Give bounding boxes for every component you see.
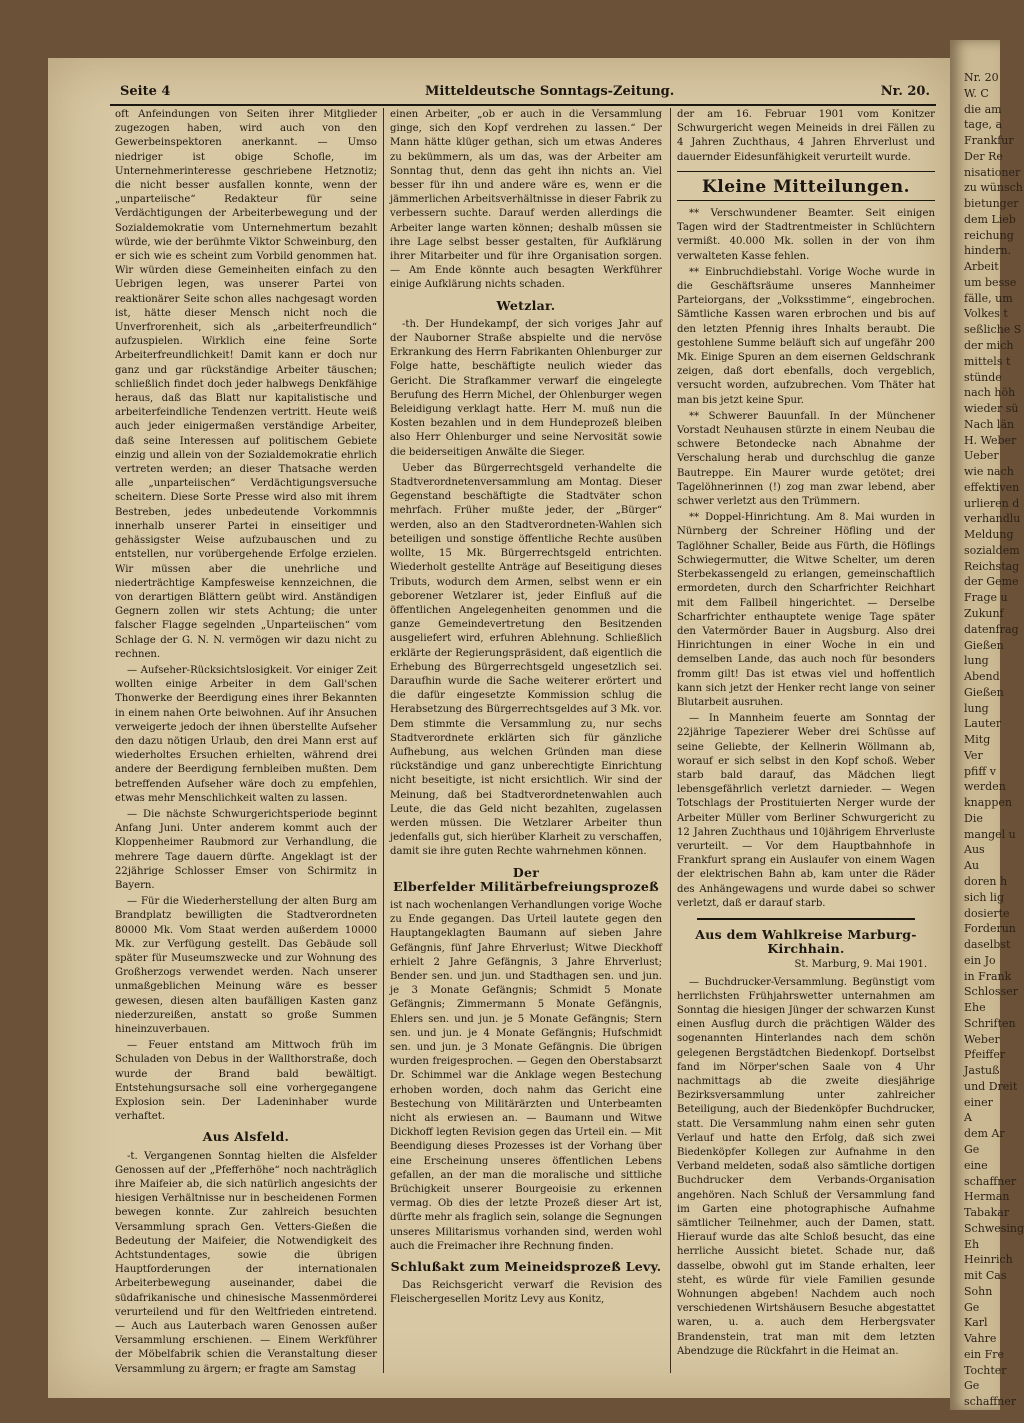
column-1 [115,108,377,1373]
facing-page-fragment: doren h [964,875,1008,888]
facing-page-fragment: mit Cas [964,1269,1007,1283]
article-paragraph: ist nach wochenlangen Verhandlungen vorige Woche zu Ende gegangen. Das Urteil lautete gegen den Hauptangeklagten Baumann auf sieben Jahre Gefängnis, fünf Jahre Ehrverlust; Witwe Dieckhoff erhielt 2 Jahre Gefängnis, 3 Jahre Ehrverlust; Bender sen. und jun. und Stadthagen sen. und jun. je 3 Monate Gefängnis; Schmidt 5 Monate Gefängnis; Zimmermann 5 Monate Gefängnis, Ehlers sen. und jun. je 5 Monate Gefängnis; Stern sen. und jun. je 4 Monate Gefängnis; Hufschmidt sen. und jun. je 3 Monate Gefängnis. Die übrigen wurden freigesprochen. — Gegen den Oberstabsarzt Dr. Schimmel war die Anklage wegen Bestechung erhoben worden, doch nahm das Gericht eine Bestechung von Militärärzten und Unterbeamten nicht als erwiesen an. — Baumann und Witwe Dickhoff legten Revision gegen das Urteil ein. — Mit Beendigung dieses Prozesses ist der Vorhang über eine Erscheinung unseres öffentlichen Lebens gefallen, an der man die moralische und sittliche Brüchigkeit unserer Bourgeoisie zu erkennen vermag. Ob dies der letzte Prozeß dieser Art ist, dürfte mehr als fraglich sein, solange die Segnungen unseres Militarismus vorhanden sind, werden wohl auch die Freimacher ihre Rechnung finden. [390,899,662,1252]
facing-page-fragment: sozialdem [964,543,1020,557]
facing-page-fragment: Karl [964,1316,988,1330]
facing-page-fragment: nisationer [964,165,1021,179]
facing-page-fragment: Frage u [964,591,1008,605]
facing-page-fragment: Aus [964,843,985,857]
news-item: ** Doppel-Hinrichtung. Am 8. Mai wurden in Nürnberg der Schreiner Höfling und der Taglöhner Schaller, Beide aus Fürth, die Höflings Schwiegermutter, die Witwe Schelter, um deren Sterbekassengeld zu erlangen, gemeinschaftlich ermordeten, durch den Scharfrichter Reichhart mit dem Fallbeil hingerichtet. — Derselbe Scharfrichter enthauptete wenige Tage später den Vatermörder Bauer in Augsburg. Also drei Hinrichtungen in einer Woche in ein und demselben Lande, das auch noch für besonders fromm gilt! Das ist etwas viel und hoffentlich kann sich jetzt der Henker recht lange von seiner Blutarbeit ausruhen. [677,512,935,708]
article-paragraph: der am 16. Februar 1901 vom Konitzer Schwurgericht wegen Meineids in drei Fällen zu 4 Jahren Zuchthaus, 4 Jahren Ehrverlust und dauernder Eidesunfähigkeit verurteilt wurde. [677,109,935,163]
section-heading-levy: Schlußakt zum Meineidsprozeß Levy. [390,1259,662,1275]
page-number: Seite 4 [120,84,171,99]
facing-page-fragment: seßliche S [964,323,1022,337]
facing-page-fragment: A [964,1111,972,1125]
facing-page-fragment: Heinrich [964,1253,1013,1267]
facing-page-fragment: reichung [964,228,1014,242]
facing-page-fragment: Sohn [964,1284,993,1298]
facing-page-fragment: und Dreit [964,1079,1018,1093]
facing-page-fragment: fälle, um [964,291,1013,305]
facing-page-fragment: Nr. 20 [964,71,999,84]
section-rule [677,200,935,201]
facing-page-fragment: daselbst [964,938,1011,952]
facing-page-fragment: Jastuß [964,1064,1000,1078]
facing-page-fragment: der Geme [964,575,1019,589]
facing-page-fragment: dem Ar [964,1127,1005,1141]
facing-page-fragment: Ge [964,1300,980,1314]
facing-page-fragment: Zukunf [964,607,1004,620]
facing-page-fragment: um besse [964,275,1017,289]
dateline: St. Marburg, 9. Mai 1901. [794,959,927,971]
section-heading-alsfeld: Aus Alsfeld. [202,1129,290,1145]
facing-page-fragment: Tochter [964,1363,1007,1377]
column-3 [677,108,935,1373]
newspaper-title: Mitteldeutsche Sonntags-Zeitung. [425,84,675,99]
facing-page-fragment: zu wünsch [964,181,1023,195]
article-paragraph: oft Anfeindungen von Seiten ihrer Mitglieder zugezogen haben, wird auch von den Gewerbeinspektoren anerkannt. — Umso niedriger ist obige Schofle, im Unternehmerinteresse geschriebene Hetznotiz; die nicht besser ausfallen konnte, wenn der „unparteiische“ Redakteur für seine Verdächtigungen der Arbeiterbewegung und der Sozialdemokratie vom Unternehmertum bezahlt würde, wie der berühmte Viktor Schweinburg, den er sich wie es scheint zum Vorbild genommen hat. Wir würden diese Gemeinheiten einfach zu den Uebrigen legen, was unserer Partei von reaktionärer Seite schon alles nachgesagt worden ist, hätte dieser Mensch nicht noch die Unverfrorenheit, sich als „arbeiterfreundlich“ aufzuspielen. Wirklich eine feine Sorte Arbeiterfreundlichkeit! Damit kann er doch nur ganz und gar rückständige Arbeiter täuschen; schließlich findet doch jeder halbwegs Denkfähige heraus, daß das Blatt nur kapitalistische und arbeiterfeindliche Tendenzen vertritt. Heute weiß auch jeder einigermaßen verständige Arbeiter, daß seine Interessen auf politischem Gebiete einzig und allein von der Sozialdemokratie ehrlich vertreten werden; an dieser Thatsache werden alle „unparteiischen“ Verdächtigungsversuche scheitern. Diese Sorte Presse wird also mit ihrem Bestreben, jedes unbedeutende Vorkommnis innerhalb unserer Partei in einseitiger und gehässigster Weise aufzubauschen und zu entstellen, nur vorübergehende Erfolge erzielen. Wir müssen aber die unehrliche und niederträchtige Kampfesweise kennzeichnen, die von derartigen Blättern geübt wird. Anständigen Gegnern zollen wir stets Achtung; die unter falscher Flagge segelnden „Unparteiischen“ vom Schlage der G. N. N. vermögen wir dazu nicht zu rechnen. [115,109,377,660]
facing-page-fragment: Meldung [964,528,1014,542]
facing-page-fragment: tage, a [964,118,1003,132]
facing-page-fragment: werden [964,780,1006,794]
article-paragraph: Ueber das Bürgerrechtsgeld verhandelte die Stadtverordnetenversammlung am Montag. Dieser Gegenstand beschäftigte die Stadtväter schon mehrfach. Früher mußte jeder, der „Bürger“ werden, also an den Stadtverordneten-Wahlen sich beteiligen und sonstige öffentliche Rechte ausüben wollte, 15 Mk. Bürgerrechtsgeld entrichten. Wiederholt gestellte Anträge auf Beseitigung dieses Tributs, wodurch dem Armen, selbst wenn er ein geborener Wetzlarer ist, jeder Einfluß auf die öffentlichen Angelegenheiten genommen und die ganze Gemeindevertretung den Besitzenden ausgeliefert wird, erfuhren Ablehnung. Schließlich erklärte der Regierungspräsident, daß eigentlich die Erhebung des Bürgerrechtsgeld ungesetzlich sei. Daraufhin wurde die Sache weiterer erörtert und die dafür eingesetzte Kommission schlug die Herabsetzung des Bürgerrechtsgeldes auf 3 Mk. vor. Dem stimmte die Versammlung zu, nur sechs Stadtverordnete erklärten sich für gänzliche Aufhebung, aus welchen Gründen man diese rückständige und ganz unberechtigte Einrichtung nicht beseitigte, ist nicht ersichtlich. Wir sind der Meinung, daß bei Stadtverordnetenwahlen auch Leute, die das Geld nicht bezahlten, zugelassen werden müssen. Die Wetzlarer Arbeiter thun jedenfalls gut, sich hierüber Klarheit zu verschaffen, damit sie ihre guten Rechte wahrnehmen können. [390,462,662,858]
facing-page-fragment: Nach län [964,417,1015,431]
section-heading-kleine-mitteilungen: Kleine Mitteilungen. [701,176,910,197]
news-item: — In Mannheim feuerte am Sonntag der 22jährige Tapezierer Weber drei Schüsse auf seine Geliebte, der Kellnerin Wöllmann ab, worauf er sich selbst in den Kopf schoß. Weber starb bald darauf, das Mädchen liegt lebensgefährlich verletzt darnieder. — Wegen Totschlags der Prostituierten Nerger wurde der Arbeiter Müller vom Berliner Schwurgericht zu 12 Jahren Zuchthaus und 10jährigem Ehrverluste verurteilt. — Vor dem Hauptbahnhofe in Frankfurt sprang ein Auslaufer von einem Wagen der elektrischen Bahn ab, kam unter die Räder des Anhängewagens und wurde dabei so schwer verletzt, daß er darauf starb. [677,713,935,909]
section-heading-wetzlar: Wetzlar. [496,297,556,313]
facing-page-fragment: schaffner [964,1395,1017,1409]
facing-page-fragment: Gießen [964,638,1004,652]
facing-page-fragment: Herman [964,1190,1010,1204]
facing-page-fragment: wie nach [964,465,1014,479]
article-paragraph: — Die nächste Schwurgerichtsperiode beginnt Anfang Juni. Unter anderem kommt auch der Kloppenheimer Raubmord zur Verhandlung, die mehrere Tage dauern dürfte. Angeklagt ist der 22jährige Schlosser Emser von Schirmitz in Bayern. [115,808,377,891]
section-heading-elberfeld: Elberfelder Militärbefreiungsprozeß [393,878,659,894]
article-paragraph: einen Arbeiter, „ob er auch in die Versammlung ginge, sich den Kopf verdrehen zu lassen.“ Der Mann hätte klüger gethan, sich um etwas Anderes zu bekümmern, als um das, was der Arbeiter am Sonntag thut, denn das geht ihn nichts an. Viel besser für ihn und andere wäre es, wenn er die jämmerlichen Arbeitsverhältnisse in dieser Fabrik zu verbessern suchte. Darauf werden allerdings die Arbeiter lange warten können; deshalb müssen sie ihre Lage selbst besser gestalten, für Aufklärung ihrer Mitarbeiter und für ihre Organisation sorgen. — Am Ende könnte auch besagten Werkführer einige Aufklärung nichts schaden. [390,109,662,291]
facing-page-fragment: ein Fre [964,1347,1005,1361]
news-item: ** Verschwundener Beamter. Seit einigen Tagen wird der Stadtrentmeister in Schlüchtern vermißt. 40.000 Mk. sollen in der von ihm verwalteten Kasse fehlen. [677,208,935,262]
facing-page-fragment: Schwesing [964,1221,1024,1235]
facing-page-fragment: Frankfur [964,134,1014,148]
facing-page-fragment: Arbeit [964,260,999,274]
facing-page-fragment: Forderun [964,922,1016,936]
facing-page-fragment: Lauter [964,717,1002,731]
section-rule [677,171,935,172]
facing-page-fragment: knappen [964,796,1012,810]
facing-page-fragment: Ehe [964,1001,986,1015]
facing-page-fragment: Ueber [964,449,999,463]
facing-page-fragment: wieder sü [964,402,1019,416]
article-paragraph: — Für die Wiederherstellung der alten Burg am Brandplatz bewilligten die Stadtverordneten 80000 Mk. Vom Staat werden außerdem 10000 Mk. zur Verfügung gestellt. Das Gebäude soll später für Museumszwecke und zur Wohnung des Großherzogs verwendet werden. Nach unserer unmaßgeblichen Meinung wäre es besser gewesen, diesen alten baufälligen Kasten ganz niederzureißen, anstatt so große Summen hineinzuverbauen. [115,896,377,1035]
facing-page-fragment: nach höh [964,386,1016,400]
facing-page-fragment: die am [964,102,1002,116]
facing-page-fragment: verhandlu [964,512,1021,526]
section-heading-marburg: Aus dem Wahlkreise Marburg- [695,926,917,942]
facing-page-fragment: der mich [964,339,1014,352]
facing-page-fragment: Au [964,859,980,873]
facing-page-fragment: Gießen [964,685,1004,699]
facing-page-fragment: datenfrag [964,622,1019,636]
facing-page-fragment: stünde [964,370,1002,384]
news-item: ** Schwerer Bauunfall. In der Münchener Vorstadt Neuhausen stürzte in einem Neubau die schwere Betondecke nach Abnahme der Verschalung herab und durchschlug die ganze Bautreppe. Ein Maurer wurde getötet; drei Tagelöhnerinnen (!) zog man zwar lebend, aber schwer verletzt aus den Trümmern. [677,410,935,508]
facing-page-fragment: einer [964,1095,993,1109]
article-paragraph: — Buchdrucker-Versammlung. Begünstigt vom herrlichsten Frühjahrswetter unternahmen am Sonntag die hiesigen Jünger der schwarzen Kunst einen Ausflug durch die prächtigen Wälder des sogenannten Hinterlandes nach dem schön gelegenen Bergstädtchen Biedenkopf. Dortselbst fand im Nörper'schen Saale von 4 Uhr nachmittags ab die zweite diesjährige Bezirksversammlung unter zahlreicher Beteiligung, auch der Biedenköpfer Buchdrucker, statt. Die Versammlung nahm einen sehr guten Verlauf und hatte den Erfolg, daß sich zwei Biedenköpfer Kollegen zur Aufnahme in den Verband meldeten, sodaß also sämtliche dortigen Buchdrucker dem Verbands-Organisation angehören. Nach Schluß der Versammlung fand im Garten eine photographische Aufnahme sämtlicher Teilnehmer, auch der Damen, statt. Hierauf wurde das alte Schloß besucht, das eine herrliche Aussicht bietet. Schade nur, daß dasselbe, obwohl gut im Stande erhalten, leer steht, es würde für viele Familien gesunde Wohnungen abgeben! Nachdem auch noch verschiedenen Wirtshäusern Besuche abgestattet waren, u. a. auch dem Herbergsvater Brandenstein, trat man mit dem letzten Abendzuge die Rückfahrt in die Heimat an. [677,976,935,1357]
facing-page-fragment: Mitg [964,733,991,747]
facing-page-fragment: ein Jo [964,953,996,967]
column-divider [383,108,384,1373]
facing-page-fragment: bietunger [964,197,1019,211]
facing-page-fragment: mittels t [964,354,1011,368]
facing-page-fragment: Ge [964,1379,980,1393]
facing-page-fragment: urlieren d [964,496,1020,510]
facing-page-fragment: lung [964,654,989,668]
facing-page-fragment: Der Re [964,149,1003,163]
header-rule [110,104,936,106]
facing-page-edge [950,40,1024,1410]
facing-page-fragment: Schriften [964,1016,1016,1030]
column-divider [670,108,671,1373]
facing-page-fragment: Pfeiffer [964,1048,1006,1062]
page-header [120,84,930,104]
facing-page-fragment: Reichstag [964,559,1020,573]
facing-page-fragment: Schlosser [964,985,1018,999]
facing-page-fragment: Tabakar [964,1206,1010,1220]
facing-page-fragment: Eh [964,1237,980,1251]
facing-page-fragment: Ver [964,748,983,762]
facing-page-fragment: H. Weber [964,433,1017,447]
facing-page-fragment: pfiff v [964,764,996,778]
section-heading-elberfeld-pre: Der [512,864,540,880]
article-paragraph: — Aufseher-Rücksichtslosigkeit. Vor einiger Zeit wollten einige Arbeiter in dem Gall'schen Thonwerke der Beerdigung eines ihrer Bekannten in einem nahen Orte beiwohnen. Auf ihr Ansuchen verweigerte jedoch der ihnen überstellte Aufseher den dazu nötigen Urlaub, den drei Mann erst auf wiederholtes Ersuchen erhielten, während drei andere der Beerdigung fernbleiben mußten. Dem betreffenden Aufseher wäre doch zu empfehlen, etwas mehr Menschlichkeit walten zu lassen. [115,664,377,804]
facing-page-fragment: sich lig [964,890,1004,904]
facing-page-fragment: Die [964,811,983,825]
news-item: ** Einbruchdiebstahl. Vorige Woche wurde in die Geschäftsräume unseres Mannheimer Parteiorgans, der „Volksstimme“, eingebrochen. Sämtliche Kassen waren erbrochen und bis auf den letzten Pfennig ihres Inhalts beraubt. Die gestohlene Summe beläuft sich auf ungefähr 200 Mk. Einige Spuren an dem eisernen Geldschrank zeigen, daß dort ebenfalls, doch vergeblich, versucht worden, aufzubrechen. Vom Thäter hat man bis jetzt keine Spur. [677,266,935,406]
article-paragraph: — Feuer entstand am Mittwoch früh im Schuladen von Debus in der Wallthorstraße, doch wurde der Brand bald bewältigt. Entstehungsursache soll eine vorhergegangene Explosion sein. Der Ladeninhaber wurde verhaftet. [115,1040,377,1123]
facing-page-fragment: in Frank [964,969,1012,983]
column-2 [390,108,662,1373]
section-heading-marburg-2: Kirchhain. [767,941,845,957]
facing-page-fragment: effektiven [964,480,1020,494]
article-paragraph: -t. Vergangenen Sonntag hielten die Alsfelder Genossen auf der „Pfefferhöhe“ noch nachträglich ihre Maifeier ab, die sich natürlich angesichts der hiesigen Verhältnisse nur in bescheidenen Formen bewegen konnte. Zur zahlreich besuchten Versammlung sprach Gen. Vetters-Gießen die Bedeutung der Maifeier, die Notwendigkeit des Achtstundentages, sowie die übrigen Hauptforderungen der internationalen Arbeiterbewegung auseinander, dabei die südafrikanische und chinesische Massenmörderei verurteilend und für den Weltfrieden eintretend. — Auch aus Lauterbach waren Genossen außer Versammlung erschienen. — Einem Werkführer der Möbelfabrik schien die Veranstaltung dieser Versammlung zu ärgern; er fragte am Samstag [115,1150,377,1375]
article-paragraph: Das Reichsgericht verwarf die Revision des Fleischergesellen Moritz Levy aus Konitz, [390,1280,662,1306]
facing-page-fragment: dosierte [964,906,1010,920]
facing-page-fragment: W. C [964,86,989,100]
article-paragraph: -th. Der Hundekampf, der sich voriges Jahr auf der Nauborner Straße abspielte und die nervöse Erkrankung des Herrn Fabrikanten Ohlenburger zur Folge hatte, beschäftigte neulich wieder das Gericht. Die Strafkammer verwarf die eingelegte Berufung des Herrn Michel, der Ohlenburger wegen Beleidigung verklagt hatte. Herr M. muß nun die Kosten bezahlen und in dem Hundeprozeß bleiben also Herr Ohlenburger und seine Nervosität sowie die beiderseitigen Anwälte die Sieger. [390,318,662,458]
issue-number: Nr. 20. [880,84,930,99]
facing-page-fragment: mangel u [964,827,1016,841]
facing-page-fragment: dem Lieb [964,212,1016,226]
facing-page-fragment: Weber [964,1032,1000,1046]
facing-page-fragment: hindern. [964,244,1012,258]
facing-page-fragment: Volkes t [964,307,1008,321]
facing-page-fragment: schaffner [964,1174,1017,1188]
facing-page-fragment: lung [964,701,989,715]
facing-page-fragment: Abend [964,670,1000,684]
facing-page-fragment: eine [964,1158,988,1172]
facing-page-fragment: Ge [964,1143,980,1156]
section-rule [697,918,915,920]
facing-page-fragment: Vahre [964,1332,997,1346]
